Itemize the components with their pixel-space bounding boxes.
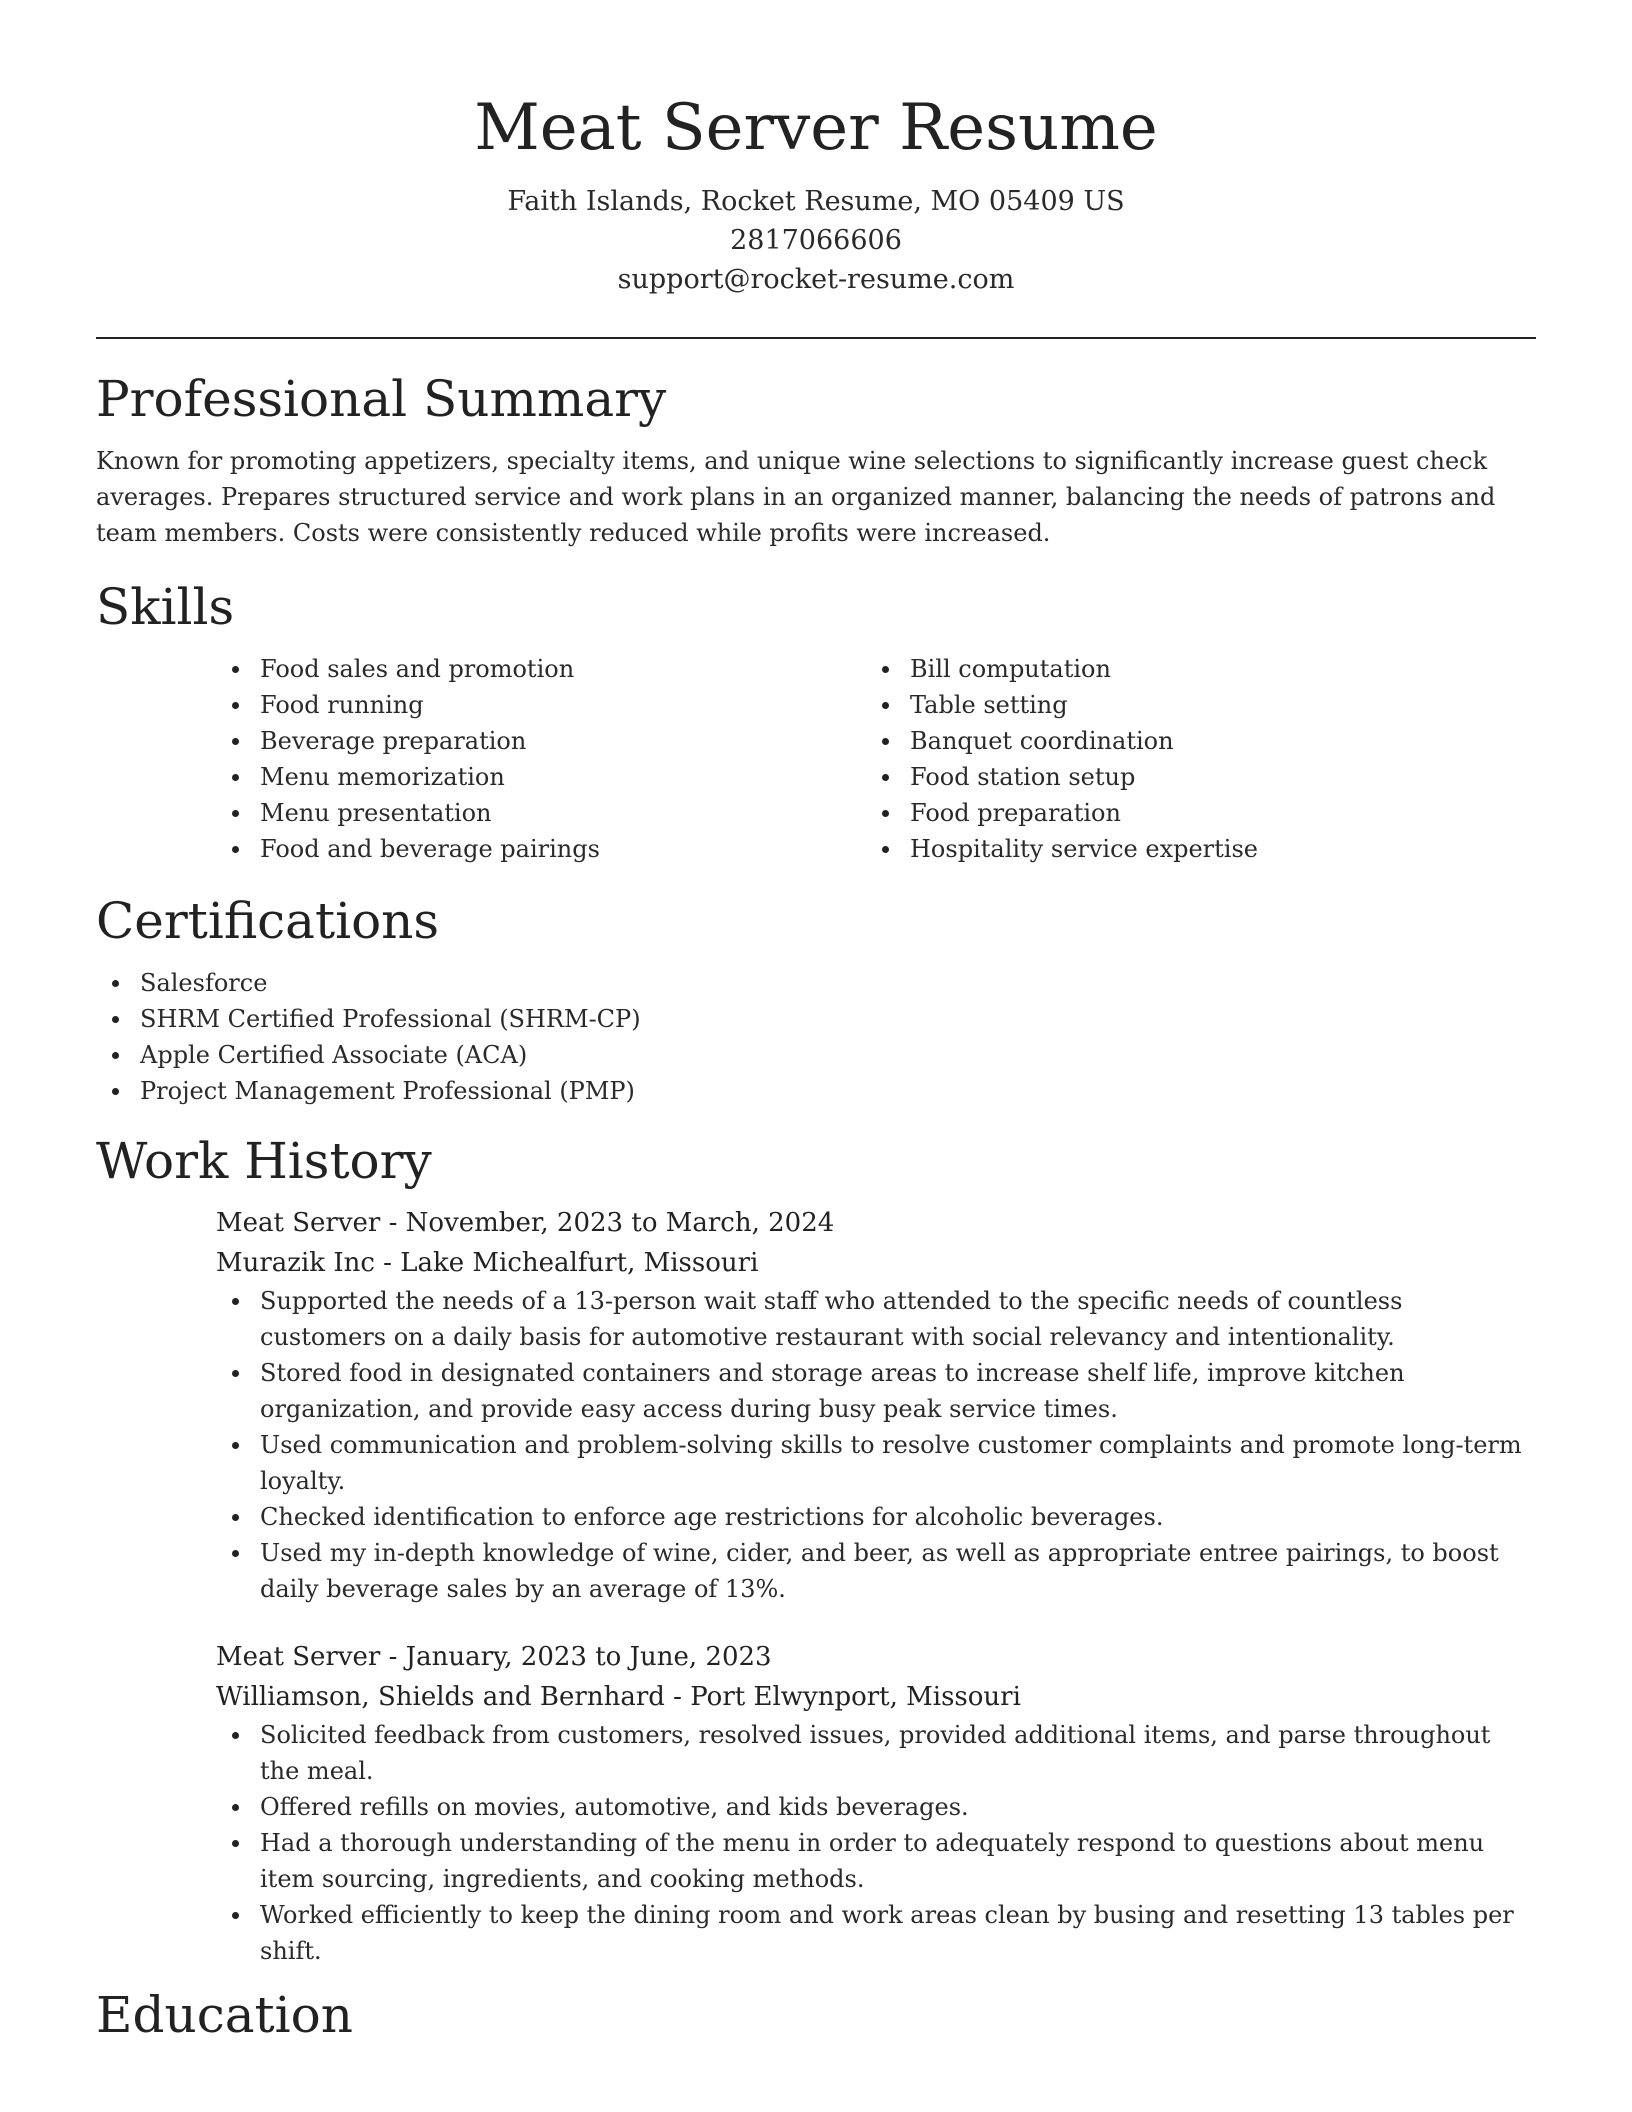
- list-item: Food preparation: [866, 795, 1516, 831]
- list-item: Salesforce: [96, 965, 1536, 1001]
- list-item: Checked identification to enforce age restrictions for alcoholic beverages.: [216, 1499, 1536, 1535]
- contact-phone: 2817066606: [730, 225, 902, 256]
- list-item: Offered refills on movies, automotive, and kids beverages.: [216, 1789, 1536, 1825]
- list-item: Hospitality service expertise: [866, 831, 1516, 867]
- job-company: Murazik Inc - Lake Michealfurt, Missouri: [216, 1248, 759, 1278]
- education-section: [96, 1985, 1536, 2045]
- job-title: Meat Server - November, 2023 to March, 2024: [216, 1208, 835, 1238]
- job-company: Williamson, Shields and Bernhard - Port Elwynport, Missouri: [216, 1682, 1021, 1712]
- job-bullets: [216, 1283, 1536, 1607]
- resume-page: [96, 0, 1536, 2045]
- contact-address: Faith Islands, Rocket Resume, MO 05409 US: [507, 186, 1125, 217]
- list-item: Beverage preparation: [216, 723, 866, 759]
- list-item: Used communication and problem-solving skills to resolve customer complaints and promote long-term loyalty.: [216, 1427, 1536, 1499]
- skills-list-left: [216, 651, 866, 867]
- job-bullets: [216, 1717, 1536, 1969]
- job-entry: [216, 1637, 1536, 1969]
- list-item: Food running: [216, 687, 866, 723]
- skills-section: [96, 577, 1536, 867]
- list-item: Apple Certified Associate (ACA): [96, 1037, 1536, 1073]
- list-item: Bill computation: [866, 651, 1516, 687]
- contact-block: [96, 182, 1536, 299]
- certifications-list: [96, 965, 1536, 1109]
- job-title: Meat Server - January, 2023 to June, 2023: [216, 1642, 772, 1672]
- list-item: Solicited feedback from customers, resolved issues, provided additional items, and parse throughout the meal.: [216, 1717, 1536, 1789]
- list-item: Stored food in designated containers and storage areas to increase shelf life, improve kitchen organization, and provide easy access during busy peak service times.: [216, 1355, 1536, 1427]
- work-history-heading: Work History: [96, 1132, 432, 1190]
- job-entry: [216, 1203, 1536, 1607]
- list-item: Table setting: [866, 687, 1516, 723]
- list-item: Used my in-depth knowledge of wine, cider, and beer, as well as appropriate entree pairings, to boost daily beverage sales by an average of 13%.: [216, 1535, 1536, 1607]
- education-heading: Education: [96, 1986, 353, 2044]
- list-item: Banquet coordination: [866, 723, 1516, 759]
- list-item: SHRM Certified Professional (SHRM-CP): [96, 1001, 1536, 1037]
- list-item: Food and beverage pairings: [216, 831, 866, 867]
- list-item: Had a thorough understanding of the menu in order to adequately respond to questions about menu item sourcing, ingredients, and cooking methods.: [216, 1825, 1536, 1897]
- list-item: Menu memorization: [216, 759, 866, 795]
- list-item: Project Management Professional (PMP): [96, 1073, 1536, 1109]
- summary-text: Known for promoting appetizers, specialty items, and unique wine selections to significantly increase guest check averages. Prepares structured service and work plans in an organized manner, balancing the needs of patrons and team members. Costs were consistently reduced while profits were increased.: [96, 447, 1496, 547]
- skills-grid: [216, 651, 1536, 867]
- certifications-section: [96, 891, 1536, 1109]
- certifications-heading: Certifications: [96, 892, 440, 950]
- list-item: Food station setup: [866, 759, 1516, 795]
- summary-heading: Professional Summary: [96, 370, 667, 428]
- list-item: Supported the needs of a 13-person wait staff who attended to the specific needs of countless customers on a daily basis for automotive restaurant with social relevancy and intentionality.: [216, 1283, 1536, 1355]
- skills-heading: Skills: [96, 578, 235, 636]
- summary-section: [96, 369, 1536, 551]
- list-item: Worked efficiently to keep the dining room and work areas clean by busing and resetting 13 tables per shift.: [216, 1897, 1536, 1969]
- resume-header: [96, 0, 1536, 299]
- resume-title: Meat Server Resume: [474, 91, 1158, 165]
- skills-list-right: [866, 651, 1516, 867]
- header-divider: [96, 337, 1536, 339]
- list-item: Menu presentation: [216, 795, 866, 831]
- list-item: Food sales and promotion: [216, 651, 866, 687]
- contact-email: support@rocket-resume.com: [617, 264, 1015, 295]
- work-history-section: [96, 1131, 1536, 1969]
